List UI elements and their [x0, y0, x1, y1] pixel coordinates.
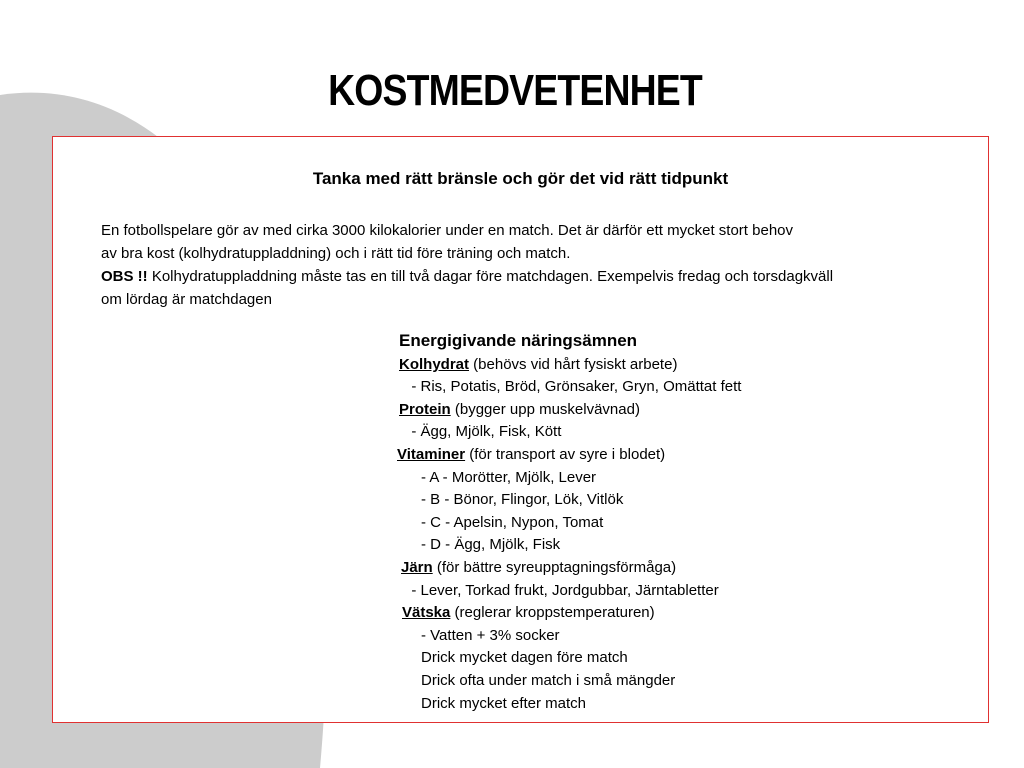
nutrient-desc: (reglerar kroppstemperaturen) — [450, 604, 655, 622]
nutrient-kolhydrat — [399, 354, 741, 377]
nutrient-items: - Ägg, Mjölk, Fisk, Kött — [403, 423, 562, 441]
nutrient-jarn — [399, 557, 741, 580]
vitamin-b: - B - Bönor, Flingor, Lök, Vitlök — [421, 491, 624, 509]
vatska-line: Drick mycket efter match — [421, 694, 587, 712]
content-subtitle: Tanka med rätt bränsle och gör det vid rätt tidpunkt — [312, 169, 729, 188]
nutrient-desc: (för transport av syre i blodet) — [465, 445, 666, 463]
nutrient-protein — [399, 399, 741, 422]
nutrient-name: Protein — [399, 400, 451, 418]
nutrient-name: Kolhydrat — [399, 355, 470, 373]
content-box — [52, 136, 989, 723]
nutrient-desc: (för bättre syreupptagningsförmåga) — [432, 558, 677, 576]
nutrient-name: Vitaminer — [397, 445, 466, 463]
nutrient-items: - Lever, Torkad frukt, Jordgubbar, Järntabletter — [403, 581, 719, 599]
vatska-line: - Vatten + 3% socker — [421, 626, 560, 644]
nutrient-vatska — [399, 602, 741, 625]
intro-line: om lördag är matchdagen — [101, 291, 272, 308]
obs-text: Kolhydratuppladdning måste tas en till två dagar före matchdagen. Exempelvis fredag och torsdagkväll — [147, 268, 834, 285]
nutrient-name: Vätska — [402, 604, 451, 622]
nutrient-name: Järn — [401, 558, 433, 576]
vatska-line: Drick ofta under match i små mängder — [421, 671, 676, 689]
intro-line: En fotbollspelare gör av med cirka 3000 kilokalorier under en match. Det är därför ett mycket stort behov — [101, 222, 793, 239]
vitamin-a: - A - Morötter, Mjölk, Lever — [421, 468, 597, 486]
nutrient-items: - Ris, Potatis, Bröd, Grönsaker, Gryn, Omättat fett — [403, 378, 742, 396]
nutrients-list — [399, 330, 741, 715]
vitamin-c: - C - Apelsin, Nypon, Tomat — [421, 513, 604, 531]
obs-line — [101, 265, 971, 288]
intro-paragraph — [101, 219, 971, 311]
nutrients-heading: Energigivande näringsämnen — [399, 331, 638, 350]
nutrient-desc: (bygger upp muskelvävnad) — [450, 400, 640, 418]
vitamin-d: - D - Ägg, Mjölk, Fisk — [421, 536, 561, 554]
intro-line: av bra kost (kolhydratuppladdning) och i rätt tid före träning och match. — [101, 245, 571, 262]
nutrient-vitaminer — [397, 444, 741, 467]
page-title: KOSTMEDVETENHET — [328, 66, 702, 115]
nutrient-desc: (behövs vid hårt fysiskt arbete) — [469, 355, 678, 373]
vatska-line: Drick mycket dagen före match — [421, 649, 628, 667]
obs-label: OBS !! — [101, 268, 148, 285]
